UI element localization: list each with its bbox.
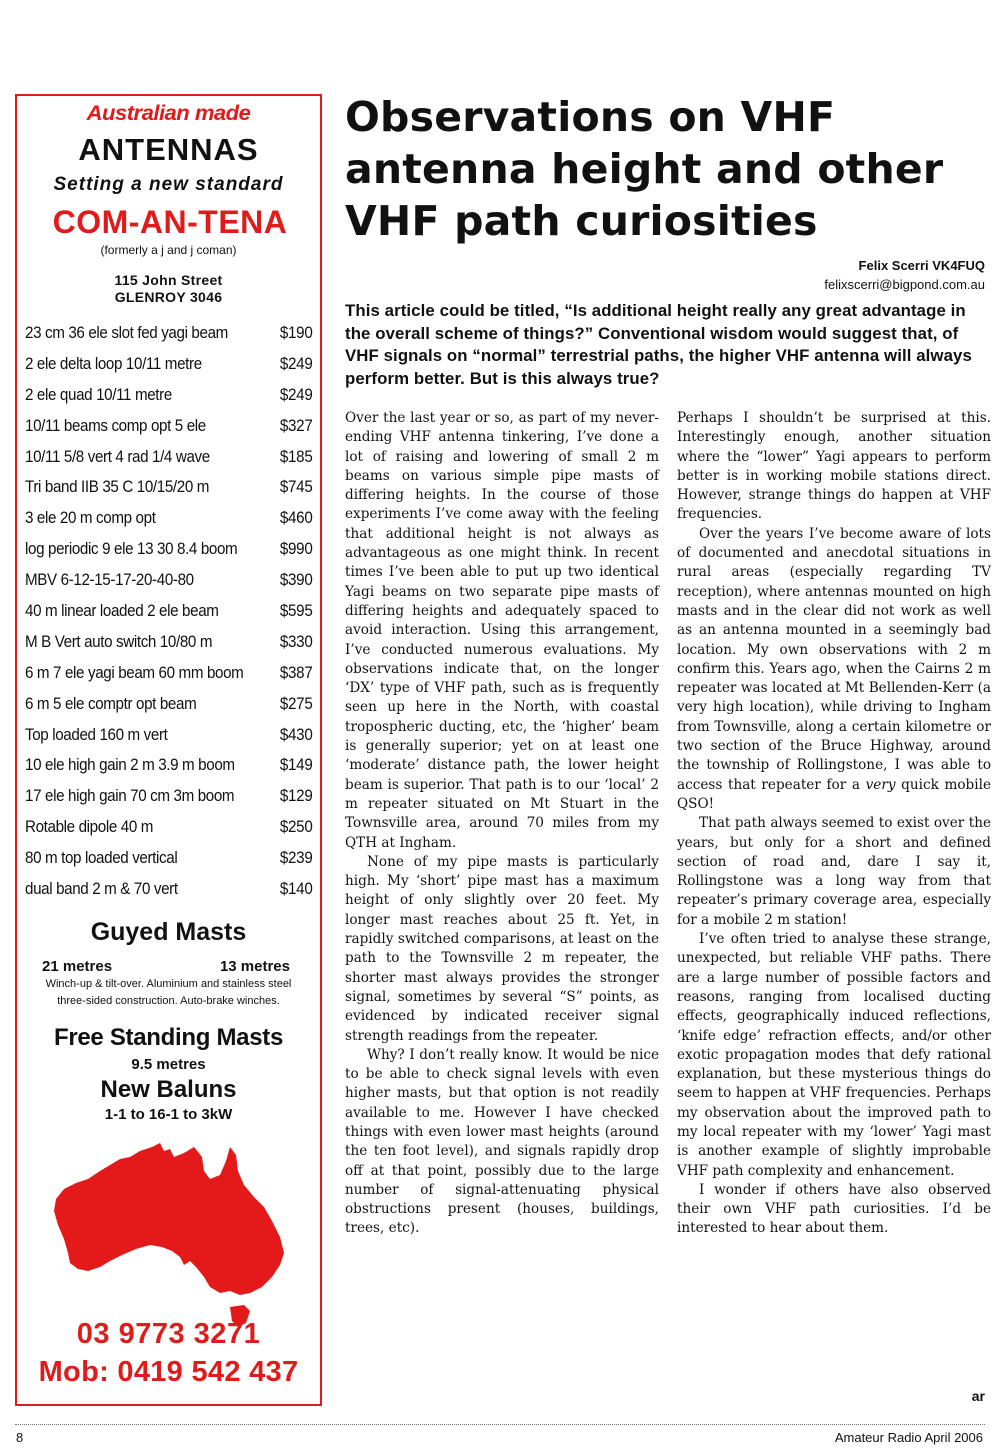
price-item-name: 3 ele 20 m comp opt: [25, 509, 156, 528]
article-paragraph: None of my pipe masts is particularly high. My ‘short’ pipe mast has a maximum height of only slightly over 20 feet. My longer mast reaches about 25 ft. Yet, in rapidly switched comparisons, at least on the path to the Townsville 2 m repeater, the shorter mast always provides the stronger signal, sometimes by several “S” points, as evidenced by indicated receiver signal strength readings from the repeater.: [345, 853, 659, 1044]
price-item-name: Top loaded 160 m vert: [25, 725, 168, 744]
price-item-name: 23 cm 36 ele slot fed yagi beam: [25, 323, 228, 342]
price-item-name: 80 m top loaded vertical: [25, 849, 178, 868]
article-end-mark: ar: [971, 1388, 985, 1404]
ad-guyed-size-2: 13 metres: [219, 958, 290, 975]
price-item-name: 2 ele delta loop 10/11 metre: [25, 354, 202, 373]
price-item-price: $140: [280, 879, 313, 898]
ad-antennas-heading: ANTENNAS: [78, 132, 259, 167]
emphasis-text: very: [865, 776, 896, 793]
article-column-left: [345, 409, 659, 1239]
price-item-name: 6 m 5 ele comptr opt beam: [25, 694, 197, 713]
price-list-row: [25, 750, 313, 781]
ad-made-label: Australian made: [86, 102, 251, 125]
price-list-row: [25, 503, 313, 534]
price-list-row: [25, 627, 313, 658]
price-list-row: [25, 781, 313, 812]
ad-brand-name: COM-AN-TENA: [52, 204, 288, 240]
price-list-row: [25, 442, 313, 473]
price-item-price: $330: [280, 632, 313, 651]
article-paragraph: I wonder if others have also observed their own VHF path curiosities. I’d be interested to hear about them.: [677, 1181, 991, 1237]
publication-title: Amateur Radio April 2006: [834, 1430, 983, 1445]
price-item-price: $190: [280, 323, 313, 342]
price-item-name: M B Vert auto switch 10/80 m: [25, 632, 213, 651]
price-list-row: [25, 472, 313, 503]
price-list-row: [25, 534, 313, 565]
ad-formerly-note: (formerly a j and j coman): [100, 243, 237, 257]
price-list-row: [25, 411, 313, 442]
price-list-row: [25, 658, 313, 689]
ad-guyed-masts-heading: Guyed Masts: [90, 918, 247, 946]
price-list-row: [25, 318, 313, 349]
price-list-row: [25, 720, 313, 751]
price-item-name: 40 m linear loaded 2 ele beam: [25, 601, 219, 620]
price-item-price: $239: [280, 849, 313, 868]
price-item-price: $275: [280, 694, 313, 713]
price-item-price: $430: [280, 725, 313, 744]
article-paragraph: Perhaps I shouldn’t be surprised at this. Interestingly enough, another situation where the “lower” Yagi appears to perform better is in working mobile stations direct. However, strange things do happen at VHF frequencies.: [677, 410, 991, 523]
ad-address-street: 115 John Street: [114, 272, 223, 288]
price-item-price: $387: [280, 663, 313, 682]
article-paragraph: [677, 525, 991, 814]
ad-guyed-desc-line-1: Winch-up & tilt-over. Aluminium and stainless steel: [45, 978, 292, 990]
price-item-name: 17 ele high gain 70 cm 3m boom: [25, 787, 235, 806]
price-item-price: $129: [280, 787, 313, 806]
ad-guyed-description: [17, 976, 320, 1010]
ad-baluns-heading: New Baluns: [100, 1076, 237, 1103]
ad-mobile-number: Mob: 0419 542 437: [38, 1356, 299, 1388]
article-title: Observations on VHF antenna height and other VHF path curiosities: [345, 93, 944, 245]
article-paragraph: I’ve often tried to analyse these strange, unexpected, but reliable VHF paths. There are a large number of possible factors and reasons, ranging from localised ducting effects, geographically induced reflections, ‘knife edge’ refraction effects, and/or other exotic propagation modes that defy rational explanation, but these mysterious things do seem to happen at VHF frequencies. Perhaps my observation about the improved path to my local repeater with my ‘lower’ Yagi mast is another example of slightly improbable VHF path complexity and enhancement.: [677, 931, 991, 1179]
ad-free-standing-heading: Free Standing Masts: [53, 1024, 283, 1051]
article-column-right: [677, 409, 991, 1239]
price-item-price: $185: [280, 447, 313, 466]
price-item-price: $460: [280, 509, 313, 528]
price-item-price: $990: [280, 540, 313, 559]
ad-free-standing-size: 9.5 metres: [131, 1056, 206, 1073]
price-list: [25, 318, 313, 905]
advertisement-box: [15, 94, 322, 1406]
price-item-price: $595: [280, 601, 313, 620]
price-item-name: dual band 2 m & 70 vert: [25, 879, 178, 898]
price-list-row: [25, 689, 313, 720]
price-item-name: Tri band IIB 35 C 10/15/20 m: [25, 478, 210, 497]
ad-baluns-description: 1-1 to 16-1 to 3kW: [104, 1106, 233, 1123]
price-list-row: [25, 596, 313, 627]
price-list-row: [25, 349, 313, 380]
price-item-name: 10/11 beams comp opt 5 ele: [25, 416, 206, 435]
price-item-name: 10/11 5/8 vert 4 rad 1/4 wave: [25, 447, 210, 466]
price-item-price: $249: [280, 354, 313, 373]
price-item-name: 2 ele quad 10/11 metre: [25, 385, 172, 404]
price-list-row: [25, 812, 313, 843]
price-item-name: log periodic 9 ele 13 30 8.4 boom: [25, 540, 238, 559]
price-item-price: $249: [280, 385, 313, 404]
australia-map-icon: [44, 1141, 294, 1331]
paragraph-text: quick mobile QSO!: [677, 776, 991, 812]
paragraph-text: Over the years I’ve become aware of lots of documented and anecdotal situations in rural areas (especially regarding TV reception), where antennas mounted on high masts and in the clear did not work as well as an antenna mounted in a seemingly bad location. My own observations with 2 m confirm this. Years ago, when the Cairns 2 m repeater was located at Mt Bellenden-Kerr (a very high location), while driving to Ingham from Townsville, along a certain kilometre or two section of the Bruce Highway, around the township of Rollingstone, I was able to access that repeater for a: [677, 525, 991, 793]
page-number: 8: [16, 1430, 24, 1445]
price-item-price: $149: [280, 756, 313, 775]
price-item-price: $327: [280, 416, 313, 435]
price-item-price: $745: [280, 478, 313, 497]
price-item-name: 6 m 7 ele yagi beam 60 mm boom: [25, 663, 244, 682]
article-paragraph: Why? I don’t really know. It would be nice to be able to check signal levels with even higher masts, but that option is not readily available to me. However I have checked things with even lower mast heights (around the ten foot level), and signals rapidly drop off at that point, possibly due to the large number of signal-attenuating physical obstructions present (houses, buildings, trees, etc).: [345, 1046, 659, 1237]
ad-guyed-sizes: [42, 958, 290, 975]
author-name: Felix Scerri VK4FUQ: [858, 258, 985, 273]
price-item-price: $390: [280, 571, 313, 590]
price-item-name: MBV 6-12-15-17-20-40-80: [25, 571, 194, 590]
price-list-row: [25, 565, 313, 596]
price-item-name: Rotable dipole 40 m: [25, 818, 154, 837]
article-paragraph: Over the last year or so, as part of my never-ending VHF antenna tinkering, I’ve done a lot of raising and lowering of small 2 m beams on various simple pipe masts of differing heights. In the course of those experiments I’ve come away with the feeling that additional height is not always as advantageous as one might think. In recent times I’ve been able to put up two identical Yagi beams on two separate pipe masts of differing heights and adequately spaced to avoid interaction. Using this arrangement, I’ve conducted numerous evaluations. My observations indicate that, on the longer ‘DX’ type of VHF path, such as is frequently seen up here in the North, with coastal tropospheric ducting, etc, the ‘higher’ beam is generally superior; yet on at least one ‘moderate’ distance path, the lower height beam is superior. That path is to our ‘local’ 2 m repeater situated on Mt Stuart in the Townsville area, around 70 miles from my QTH at Ingham.: [345, 410, 659, 851]
price-list-row: [25, 380, 313, 411]
price-item-price: $250: [280, 818, 313, 837]
ad-guyed-desc-line-2: three-sided construction. Auto-brake winches.: [57, 995, 280, 1007]
ad-tagline: Setting a new standard: [53, 174, 284, 195]
footer-rule: [15, 1424, 985, 1425]
ad-address-suburb: GLENROY 3046: [114, 289, 223, 305]
author-email: felixscerri@bigpond.com.au: [824, 277, 985, 292]
ad-guyed-size-1: 21 metres: [42, 958, 113, 975]
price-list-row: [25, 874, 313, 905]
price-list-row: [25, 843, 313, 874]
article-paragraph: That path always seemed to exist over the years, but only for a short and defined section of road and, dare I say it, Rollingstone was a long way from that repeater’s primary coverage area, especially for a mobile 2 m station!: [677, 815, 991, 928]
price-item-name: 10 ele high gain 2 m 3.9 m boom: [25, 756, 235, 775]
ad-phone-number: 03 9773 3271: [76, 1318, 261, 1350]
article-standfirst: This article could be titled, “Is additional height really any great advantage in the overall scheme of things?” Conventional wisdom would suggest that, of VHF signals on “normal” terrestrial paths, the higher VHF antenna will always perform better. But is this always true?: [345, 301, 972, 388]
